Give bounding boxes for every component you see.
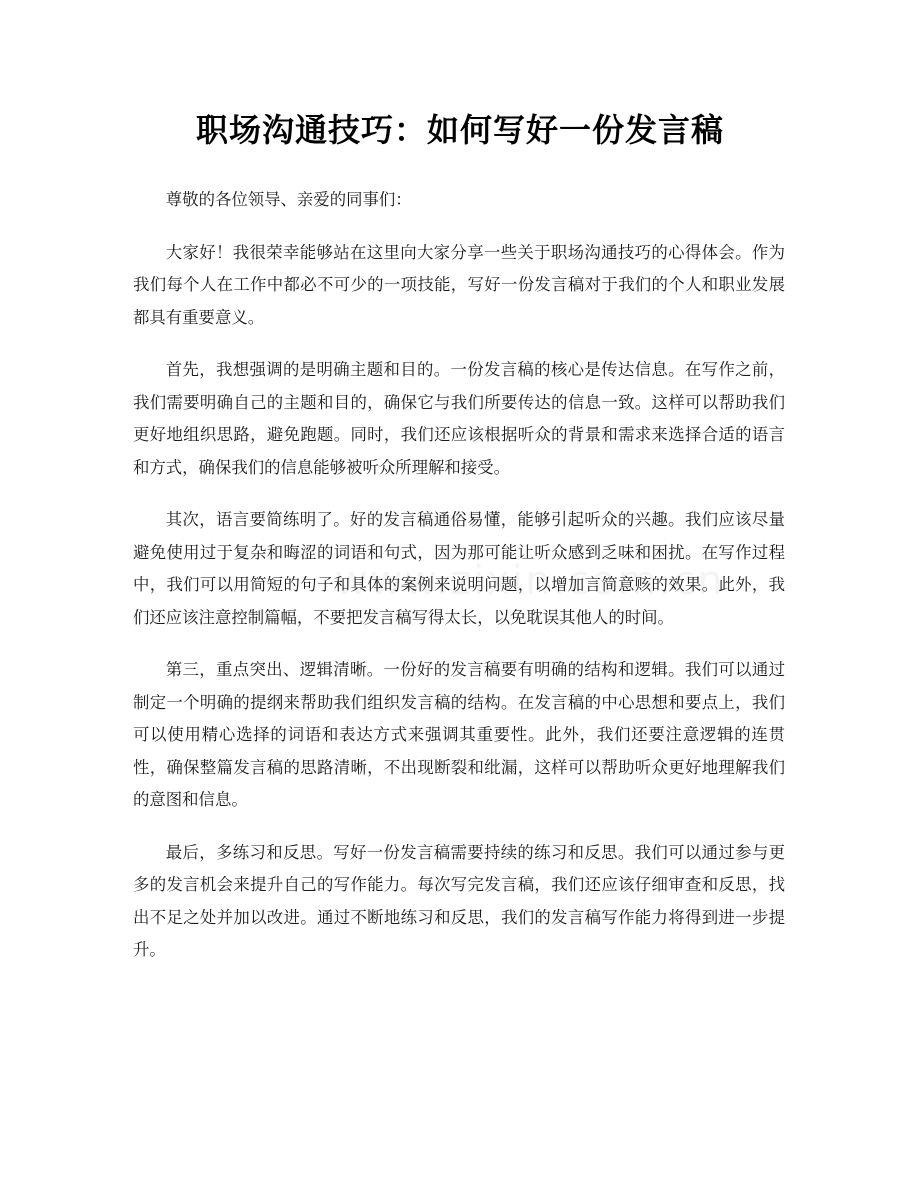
final-point-paragraph: 最后，多练习和反思。写好一份发言稿需要持续的练习和反思。我们可以通过参与更多的发言机会来提升自己的写作能力。每次写完发言稿，我们还应该仔细审查和反思，找出不足之处并加以改进。通过不断地练习和反思，我们的发言稿写作能力将得到进一步提升。 (133, 842, 785, 959)
intro-paragraph: 大家好！我很荣幸能够站在这里向大家分享一些关于职场沟通技巧的心得体会。作为我们每个人在工作中都必不可少的一项技能，写好一份发言稿对于我们的个人和职业发展都具有重要意义。 (133, 242, 785, 327)
second-point-paragraph: 其次，语言要简练明了。好的发言稿通俗易懂，能够引起听众的兴趣。我们应该尽量避免使用过于复杂和晦涩的词语和句式，因为那可能让听众感到乏味和困扰。在写作过程中，我们可以用简短的句子和具体的案例来说明问题，以增加言简意赅的效果。此外，我们还应该注意控制篇幅，不要把发言稿写得太长，以免耽误其他人的时间。 (133, 510, 785, 627)
document-body (133, 184, 785, 987)
third-point-paragraph: 第三，重点突出、逻辑清晰。一份好的发言稿要有明确的结构和逻辑。我们可以通过制定一个明确的提纲来帮助我们组织发言稿的结构。在发言稿的中心思想和要点上，我们可以使用精心选择的词语和表达方式来强调其重要性。此外，我们还要注意逻辑的连贯性，确保整篇发言稿的思路清晰，不出现断裂和纰漏，这样可以帮助听众更好地理解我们的意图和信息。 (133, 660, 785, 809)
first-point-paragraph: 首先，我想强调的是明确主题和目的。一份发言稿的核心是传达信息。在写作之前，我们需要明确自己的主题和目的，确保它与我们所要传达的信息一致。这样可以帮助我们更好地组织思路，避免跑题。同时，我们还应该根据听众的背景和需求来选择合适的语言和方式，确保我们的信息能够被听众所理解和接受。 (133, 360, 785, 477)
salutation-paragraph: 尊敬的各位领导、亲爱的同事们： (165, 190, 412, 209)
document-title: 职场沟通技巧：如何写好一份发言稿 (195, 111, 724, 149)
